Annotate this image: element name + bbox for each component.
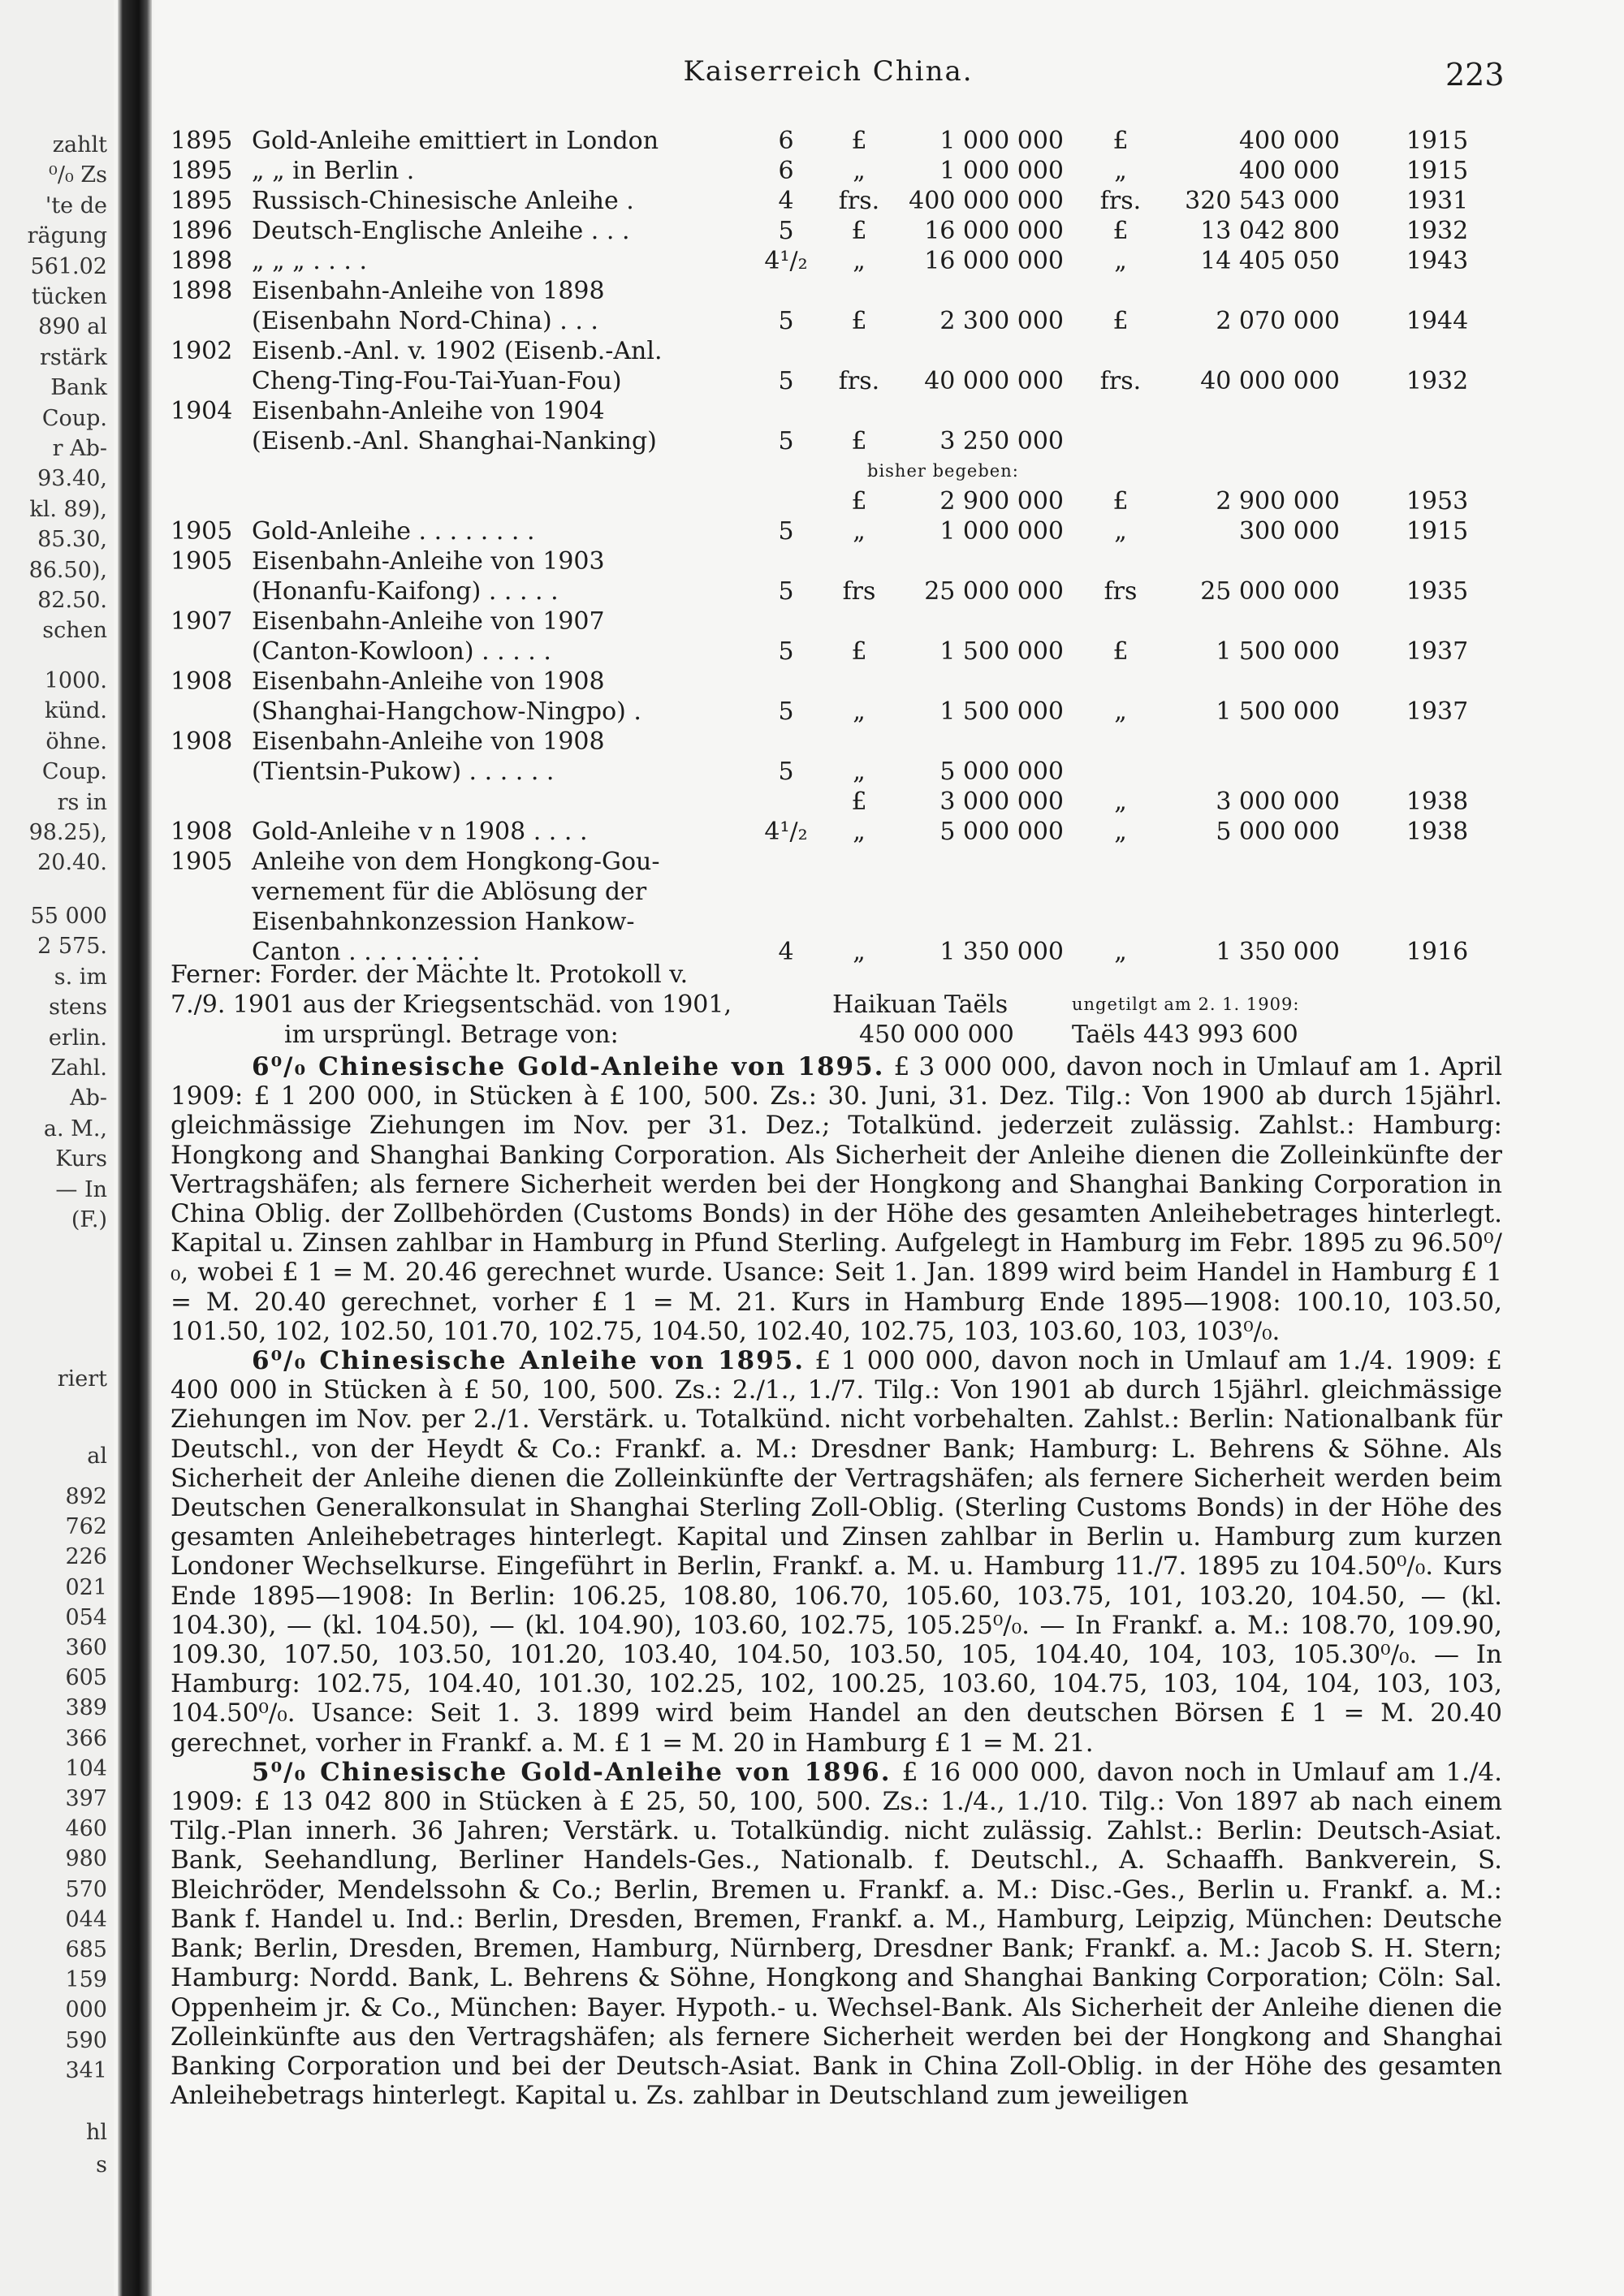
loan-cell-amt1: 25 000 000 — [924, 577, 1064, 606]
loan-row — [171, 787, 1502, 817]
margin-fragment: rägung — [27, 223, 107, 249]
ferner-outstanding-amount: Taëls 443 993 600 — [1072, 1021, 1298, 1049]
margin-fragment: Coup. — [41, 759, 107, 785]
loan-cell-amt2: 320 543 000 — [1185, 187, 1340, 215]
loan-cell-cur1: £ — [851, 127, 867, 155]
loan-cell-year: 1905 — [171, 547, 233, 576]
margin-fragment: ⁰/₀ Zs — [49, 162, 107, 188]
loan-row — [171, 396, 1502, 426]
margin-fragment: 980 — [65, 1846, 107, 1872]
loan-cell-due: 1938 — [1406, 788, 1469, 816]
margin-fragment: 054 — [65, 1604, 107, 1630]
loan-cell-due: 1931 — [1406, 187, 1469, 215]
ferner-line-1 — [171, 960, 1502, 990]
loan-cell-rate: 5 — [778, 577, 794, 606]
loan-row — [171, 366, 1502, 396]
loan-cell-name: Gold-Anleihe . . . . . . . . — [252, 517, 535, 546]
loan-cell-name: Canton . . . . . . . . . — [252, 938, 481, 966]
margin-fragment: Ab- — [70, 1085, 107, 1111]
loan-cell-amt1: 400 000 000 — [909, 187, 1064, 215]
loan-cell-year: 1898 — [171, 247, 233, 275]
ferner-currency: Haikuan Taëls — [832, 990, 1009, 1019]
loan-cell-cur2: „ — [1114, 697, 1127, 726]
loan-row — [171, 817, 1502, 847]
margin-fragment: s — [96, 2152, 107, 2177]
loan-cell-cur1: £ — [851, 307, 867, 335]
margin-fragment: Bank — [50, 375, 107, 401]
loan-cell-cur2: frs. — [1099, 187, 1142, 215]
margin-fragment: 460 — [65, 1816, 107, 1842]
loan-cell-cur2: frs — [1104, 577, 1138, 606]
ferner-line-3 — [171, 1020, 1502, 1050]
margin-fragment: öhne. — [45, 728, 107, 754]
section-heading: 5⁰/₀ Chinesische Gold-Anleihe von 1896. — [252, 1757, 892, 1787]
loan-row — [171, 156, 1502, 186]
loan-cell-rate: 5 — [778, 697, 794, 726]
loan-cell-amt1: 3 000 000 — [939, 788, 1064, 816]
loan-cell-name: (Shanghai-Hangchow-Ningpo) . — [252, 697, 641, 726]
loan-cell-year: 1896 — [171, 217, 233, 245]
margin-fragment: (F.) — [71, 1207, 107, 1232]
margin-fragment: 159 — [65, 1967, 107, 1993]
margin-fragment: tücken — [31, 284, 107, 309]
loan-cell-due: 1937 — [1406, 637, 1469, 666]
loan-cell-rate: 5 — [778, 307, 794, 335]
loan-cell-name: „ „ in Berlin . — [252, 157, 415, 185]
loan-row — [171, 907, 1502, 937]
margin-fragment: 000 — [65, 1997, 107, 2023]
margin-fragment: 561.02 — [30, 253, 107, 279]
loan-cell-cur1: „ — [853, 938, 866, 966]
loan-cell-cur2: „ — [1114, 818, 1127, 846]
margin-fragment: Zahl. — [50, 1055, 107, 1081]
loan-cell-year: 1908 — [171, 818, 233, 846]
loan-cell-due: 1943 — [1406, 247, 1469, 275]
margin-fragment: Coup. — [41, 405, 107, 431]
ferner-outstanding-label: ungetilgt am 2. 1. 1909: — [1072, 995, 1300, 1014]
margin-fragment: 366 — [65, 1725, 107, 1751]
loan-cell-amt2: 1 500 000 — [1216, 697, 1340, 726]
loan-cell-due: 1916 — [1406, 938, 1469, 966]
book-page — [154, 0, 1624, 2296]
loan-cell-due: 1915 — [1406, 157, 1469, 185]
loan-cell-due: 1938 — [1406, 818, 1469, 846]
loan-row — [171, 576, 1502, 606]
loan-cell-cur1: £ — [851, 427, 867, 455]
loan-cell-year: 1907 — [171, 607, 233, 636]
margin-fragment: 86.50), — [28, 557, 107, 583]
loan-cell-cur2: £ — [1112, 637, 1129, 666]
section-text: £ 3 000 000, davon noch in Umlauf am 1. April 1909: £ 1 200 000, in Stücken à £ 100, 500. Zs.: 30. Juni, 31. Dez. Tilg.: Von 1900 ab durch 15jährl. gleichmässige Ziehungen im Nov. per 31. Dez.; Totalkünd. jederzeit zulässig. Zahlst.: Hamburg: Hongkong and Shanghai Banking Corporation. Als Sicherheit der Anleihe dienen die Zolleinkünfte der Vertragshäfen; als fernere Sicherheit werden bei der Hongkong and Shanghai Banking Corporation in China Oblig. der Zollbehörden (Customs Bonds) in der Höhe des gesamten Anleihebetrages hinterlegt. Kapital u. Zinsen zahlbar in Hamburg in Pfund Sterling. Aufgelegt in Hamburg im Febr. 1895 zu 96.50⁰/₀, wobei £ 1 = M. 20.46 gerechnet wurde. Usance: Seit 1. Jan. 1899 wird beim Handel in Hamburg £ 1 = M. 20.40 gerechnet, vorher £ 1 = M. 21. Kurs in Hamburg Ende 1895—1908: 100.10, 103.50, 101.50, 102, 102.50, 101.70, 102.75, 104.50, 102.40, 102.75, 103, 103.60, 103, 103⁰/₀. — [171, 1052, 1502, 1346]
margin-fragment: 762 — [65, 1514, 107, 1540]
loan-cell-amt1: 5 000 000 — [939, 818, 1064, 846]
loan-cell-name: Eisenbahn-Anleihe von 1908 — [252, 667, 605, 696]
ferner-line-2 — [171, 990, 1502, 1020]
section-heading: 6⁰/₀ Chinesische Gold-Anleihe von 1895. — [252, 1052, 885, 1081]
loan-cell-name: (Tientsin-Pukow) . . . . . . — [252, 757, 555, 786]
margin-fragment: 104 — [65, 1755, 107, 1781]
loan-cell-name: Eisenbahn-Anleihe von 1904 — [252, 397, 605, 425]
loan-cell-rate: 6 — [778, 127, 794, 155]
section-1895-gold — [171, 1052, 1502, 1346]
margin-fragment: 93.40, — [37, 466, 107, 492]
margin-fragment: 'te de — [45, 192, 107, 218]
loan-cell-cur1: frs. — [838, 367, 880, 395]
loan-cell-amt2: 300 000 — [1238, 517, 1340, 546]
book-gutter — [118, 0, 152, 2296]
loan-cell-cur1: £ — [851, 217, 867, 245]
loan-cell-rate: 5 — [778, 217, 794, 245]
loan-row — [171, 126, 1502, 156]
loan-cell-year: 1905 — [171, 848, 233, 876]
margin-fragment: 389 — [65, 1695, 107, 1721]
loan-row — [171, 276, 1502, 306]
margin-fragment: 021 — [65, 1574, 107, 1600]
ferner-text-1: Ferner: Forder. der Mächte lt. Protokoll v. — [171, 960, 689, 989]
loan-cell-name: (Honanfu-Kaifong) . . . . . — [252, 577, 559, 606]
loan-cell-amt2: 14 405 050 — [1200, 247, 1340, 275]
loan-cell-cur2: „ — [1114, 157, 1127, 185]
margin-fragment: 55 000 — [30, 904, 107, 929]
loan-cell-rate: 6 — [778, 157, 794, 185]
running-head: Kaiserreich China. — [683, 55, 974, 88]
loan-cell-rate: 5 — [778, 517, 794, 546]
loan-cell-amt2: 3 000 000 — [1216, 788, 1340, 816]
margin-fragment: 360 — [65, 1635, 107, 1660]
loan-cell-rate: 5 — [778, 637, 794, 666]
ferner-original-amount: 450 000 000 — [859, 1021, 1014, 1049]
loan-cell-amt1: 2 900 000 — [939, 487, 1064, 516]
loan-row — [171, 637, 1502, 667]
margin-fragment: kl. 89), — [29, 496, 107, 522]
loan-cell-name: Anleihe von dem Hongkong-Gou- — [252, 848, 660, 876]
section-1895-chinese — [171, 1346, 1502, 1758]
margin-fragment: 1000. — [44, 668, 107, 693]
loan-cell-due: 1953 — [1406, 487, 1469, 516]
margin-fragment: 397 — [65, 1786, 107, 1811]
loan-cell-amt1: 1 000 000 — [939, 127, 1064, 155]
loan-cell-cur1: „ — [853, 517, 866, 546]
loan-cell-cur1: „ — [853, 757, 866, 786]
margin-fragment: 890 al — [38, 314, 107, 340]
loan-cell-amt2: 40 000 000 — [1200, 367, 1340, 395]
margin-fragment: stens — [49, 995, 107, 1021]
loan-cell-cur2: £ — [1112, 127, 1129, 155]
loan-cell-rate: 4¹/₂ — [764, 247, 808, 275]
loan-cell-amt1: 40 000 000 — [924, 367, 1064, 395]
loan-cell-rate: 5 — [778, 367, 794, 395]
margin-fragment: 892 — [65, 1484, 107, 1509]
loan-row — [171, 697, 1502, 727]
loan-cell-year: 1908 — [171, 727, 233, 756]
loan-row — [171, 216, 1502, 246]
page-number: 223 — [1445, 57, 1505, 93]
loan-cell-cur1: „ — [853, 247, 866, 275]
loan-row — [171, 606, 1502, 637]
loan-cell-year: 1908 — [171, 667, 233, 696]
loan-cell-cur2: £ — [1112, 307, 1129, 335]
loan-cell-cur2: £ — [1112, 217, 1129, 245]
loan-cell-due: 1915 — [1406, 127, 1469, 155]
loan-cell-name: Russisch-Chinesische Anleihe . — [252, 187, 634, 215]
loan-cell-name: Gold-Anleihe emittiert in London — [252, 127, 659, 155]
loan-cell-amt1: 2 300 000 — [939, 307, 1064, 335]
margin-fragment: 82.50. — [37, 588, 107, 613]
loan-cell-cur2: „ — [1114, 788, 1127, 816]
loan-cell-amt1: 1 000 000 — [939, 517, 1064, 546]
margin-fragment: 044 — [65, 1906, 107, 1932]
loan-cell-amt1: 16 000 000 — [924, 247, 1064, 275]
loan-cell-name: Eisenbahn-Anleihe von 1908 — [252, 727, 605, 756]
loan-cell-name: Eisenbahn-Anleihe von 1907 — [252, 607, 605, 636]
loan-descriptions — [171, 1052, 1502, 2110]
ferner-text-3: im ursprüngl. Betrage von: — [284, 1021, 619, 1049]
margin-fragment: künd. — [44, 698, 107, 724]
loan-cell-name: (Eisenb.-Anl. Shanghai-Nanking) — [252, 427, 657, 455]
loan-cell-amt2: 13 042 800 — [1200, 217, 1340, 245]
margin-fragment: a. M., — [43, 1116, 107, 1142]
loan-cell-amt1: 16 000 000 — [924, 217, 1064, 245]
loan-cell-cur2: „ — [1114, 938, 1127, 966]
margin-fragment: 685 — [65, 1937, 107, 1962]
margin-fragment: 570 — [65, 1876, 107, 1902]
loan-cell-year: 1898 — [171, 277, 233, 305]
margin-fragment: 2 575. — [37, 934, 107, 960]
margin-fragment: 98.25), — [28, 820, 107, 845]
loan-row — [171, 667, 1502, 697]
margin-fragment: schen — [42, 618, 107, 644]
adjacent-page-fragment — [0, 0, 114, 2296]
loan-cell-rate: 4 — [778, 938, 794, 966]
loan-row — [171, 727, 1502, 757]
margin-fragment: rs in — [57, 789, 107, 815]
ferner-text-2: 7./9. 1901 aus der Kriegsentschäd. von 1901, — [171, 990, 732, 1019]
margin-fragment: 226 — [65, 1544, 107, 1570]
loan-cell-rate: 5 — [778, 427, 794, 455]
loan-row — [171, 336, 1502, 366]
loan-row — [171, 246, 1502, 276]
margin-fragment: — In — [55, 1176, 107, 1202]
margin-fragment: 85.30, — [37, 527, 107, 553]
loan-cell-amt2: 2 900 000 — [1216, 487, 1340, 516]
loan-cell-cur1: frs — [842, 577, 876, 606]
loan-cell-name: „ „ „ . . . . — [252, 247, 367, 275]
loan-row — [171, 186, 1502, 216]
loan-cell-name: Eisenbahnkonzession Hankow- — [252, 908, 635, 936]
loan-row — [171, 516, 1502, 546]
loan-cell-amt2: 2 070 000 — [1216, 307, 1340, 335]
loan-cell-name: Cheng-Ting-Fou-Tai-Yuan-Fou) — [252, 367, 622, 395]
loan-cell-cur1: £ — [851, 788, 867, 816]
loan-cell-due: 1915 — [1406, 517, 1469, 546]
loan-cell-name: vernement für die Ablösung der — [252, 878, 647, 906]
loan-row — [171, 847, 1502, 877]
loan-cell-name: Eisenbahn-Anleihe von 1898 — [252, 277, 605, 305]
loan-cell-amt2: 1 500 000 — [1216, 637, 1340, 666]
loan-row — [171, 426, 1502, 456]
loan-cell-due: 1932 — [1406, 217, 1469, 245]
loan-cell-year: 1902 — [171, 337, 233, 365]
loan-cell-amt1: 1 350 000 — [939, 938, 1064, 966]
loan-cell-cur1: „ — [853, 157, 866, 185]
section-1896-gold — [171, 1758, 1502, 2110]
loan-cell-due: 1937 — [1406, 697, 1469, 726]
loan-cell-amt2: 5 000 000 — [1216, 818, 1340, 846]
margin-fragment: zahlt — [52, 132, 107, 158]
loan-cell-year: 1895 — [171, 187, 233, 215]
margin-fragment: 605 — [65, 1665, 107, 1691]
loan-cell-amt2: 400 000 — [1238, 157, 1340, 185]
loan-cell-cur2: £ — [1112, 487, 1129, 516]
loan-cell-cur1: £ — [851, 637, 867, 666]
loan-cell-cur1: „ — [853, 697, 866, 726]
loan-cell-amt2: 400 000 — [1238, 127, 1340, 155]
loan-cell-cur1: frs. — [838, 187, 880, 215]
loan-cell-amt1: 1 500 000 — [939, 637, 1064, 666]
loan-cell-rate: 4¹/₂ — [764, 818, 808, 846]
loan-cell-rate: 5 — [778, 757, 794, 786]
loan-cell-amt1: 3 250 000 — [939, 427, 1064, 455]
loan-cell-cur2: frs. — [1099, 367, 1142, 395]
loan-cell-year: 1904 — [171, 397, 233, 425]
loan-row — [171, 486, 1502, 516]
loan-cell-name: Eisenb.-Anl. v. 1902 (Eisenb.-Anl. — [252, 337, 663, 365]
margin-fragment: 590 — [65, 2027, 107, 2053]
loan-cell-cur2: „ — [1114, 517, 1127, 546]
loan-cell-year: 1905 — [171, 517, 233, 546]
ferner-block — [171, 960, 1502, 1050]
loan-cell-name: Gold-Anleihe v n 1908 . . . . — [252, 818, 588, 846]
margin-fragment: 20.40. — [37, 850, 107, 876]
margin-fragment: al — [87, 1444, 107, 1469]
section-heading: 6⁰/₀ Chinesische Anleihe von 1895. — [252, 1346, 806, 1376]
margin-fragment: rstärk — [40, 344, 107, 370]
loan-cell-rate: 4 — [778, 187, 794, 215]
loan-table — [171, 126, 1502, 967]
loan-cell-due: 1935 — [1406, 577, 1469, 606]
margin-fragment: erlin. — [48, 1025, 107, 1051]
loan-cell-cur1: „ — [853, 818, 866, 846]
loan-cell-name: (Canton-Kowloon) . . . . . — [252, 637, 551, 666]
loan-cell-cur1: £ — [851, 487, 867, 516]
loan-cell-due: 1932 — [1406, 367, 1469, 395]
margin-fragment: 341 — [65, 2057, 107, 2083]
loan-cell-due: 1944 — [1406, 307, 1469, 335]
loan-cell-name: Deutsch-Englische Anleihe . . . — [252, 217, 630, 245]
section-text: £ 1 000 000, davon noch in Umlauf am 1./4. 1909: £ 400 000 in Stücken à £ 50, 100, 500. Zs.: 2./1., 1./7. Tilg.: Von 1901 ab durch 15jährl. gleichmässige Ziehungen im Nov. per 2./1. Verstärk. u. Totalkünd. nicht vorbehalten. Zahlst.: Berlin: Nationalbank für Deutschl., von der Heydt & Co.: Frankf. a. M.: Dresdner Bank; Hamburg: L. Behrens & Söhne. Als Sicherheit der Anleihe dienen die Zolleinkünfte der Vertragshäfen; als fernere Sicherheit werden beim Deutschen Generalkonsulat in Shanghai Sterling Zoll-Oblig. (Sterling Customs Bonds) in der Höhe des gesamten Anleihebetrages hinterlegt. Kapital und Zinsen zahlbar in Berlin u. Hamburg zum kurzen Londoner Wechselkurse. Eingeführt in Berlin, Frankf. a. M. u. Hamburg 11./7. 1895 zu 104.50⁰/₀. Kurs Ende 1895—1908: In Berlin: 106.25, 108.80, 106.70, 105.60, 103.75, 101, 103.20, 104.50, — (kl. 104.30), — (kl. 104.50), — (kl. 104.90), 103.60, 102.75, 105.25⁰/₀. — In Frankf. a. M.: 108.70, 109.90, 109.30, 107.50, 103.50, 101.20, 103.40, 104.50, 103.50, 105, 104.40, 104, 103, 105.30⁰/₀. — In Hamburg: 102.75, 104.40, 101.30, 102.25, 102, 100.25, 103.60, 104.75, 103, 104, 104, 103, 103, 104.50⁰/₀. Usance: Seit 1. 3. 1899 wird beim Handel an den deutschen Börsen £ 1 = M. 20.40 gerechnet, vorher in Frankf. a. M. £ 1 = M. 20 in Hamburg £ 1 = M. 21. — [171, 1346, 1502, 1758]
loan-cell-amt1: 1 500 000 — [939, 697, 1064, 726]
margin-fragment: Kurs — [55, 1146, 107, 1172]
loan-cell-amt1: 5 000 000 — [939, 757, 1064, 786]
loan-cell-name: Eisenbahn-Anleihe von 1903 — [252, 547, 605, 576]
loan-cell-amt2: 1 350 000 — [1216, 938, 1340, 966]
loan-cell-year: 1895 — [171, 127, 233, 155]
margin-fragment: s. im — [54, 964, 107, 990]
margin-fragment: riert — [57, 1366, 107, 1392]
loan-cell-amt2: 25 000 000 — [1200, 577, 1340, 606]
loan-row — [171, 306, 1502, 336]
loan-cell-year: 1895 — [171, 157, 233, 185]
margin-fragment: r Ab- — [52, 436, 107, 461]
loan-cell-amt1: bisher begeben: — [867, 461, 1019, 481]
loan-cell-cur2: „ — [1114, 247, 1127, 275]
loan-row — [171, 757, 1502, 787]
loan-row — [171, 456, 1502, 486]
section-text: £ 16 000 000, davon noch in Umlauf am 1./4. 1909: £ 13 042 800 in Stücken à £ 25, 50, 100, 500. Zs.: 1./4., 1./10. Tilg.: Von 1897 ab nach einem Tilg.-Plan innerh. 36 Jahren; Verstärk. u. Totalkündig. nicht zulässig. Zahlst.: Berlin: Deutsch-Asiat. Bank, Seehandlung, Berliner Handels-Ges., Nationalb. f. Deutschl., A. Schaaffh. Bankverein, S. Bleichröder, Mendelssohn & Co.; Berlin, Bremen u. Frankf. a. M.: Disc.-Ges., Berlin u. Frankf. a. M.: Bank f. Handel u. Ind.: Berlin, Dresden, Bremen, Frankf. a. M., Hamburg, Leipzig, München: Deutsche Bank; Berlin, Dresden, Bremen, Hamburg, Nürnberg, Dresdner Bank; Frankf. a. M.: Jacob S. H. Stern; Hamburg: Nordd. Bank, L. Behrens & Söhne, Hongkong and Shanghai Banking Corporation; Cöln: Sal. Oppenheim jr. & Co., München: Bayer. Hypoth.- u. Wechsel-Bank. Als Sicherheit der Anleihe dienen die Zolleinkünfte aus den Vertragshäfen; als fernere Sicherheit werden bei der Hongkong and Shanghai Banking Corporation und bei der Deutsch-Asiat. Bank in China Zoll-Oblig. in der Höhe des gesamten Anleihebetrags hinterlegt. Kapital u. Zs. zahlbar in Deutschland zum jeweiligen — [171, 1757, 1502, 2111]
margin-fragment: hl — [85, 2120, 107, 2145]
loan-row — [171, 877, 1502, 907]
loan-cell-amt1: 1 000 000 — [939, 157, 1064, 185]
loan-cell-name: (Eisenbahn Nord-China) . . . — [252, 307, 598, 335]
loan-row — [171, 546, 1502, 576]
